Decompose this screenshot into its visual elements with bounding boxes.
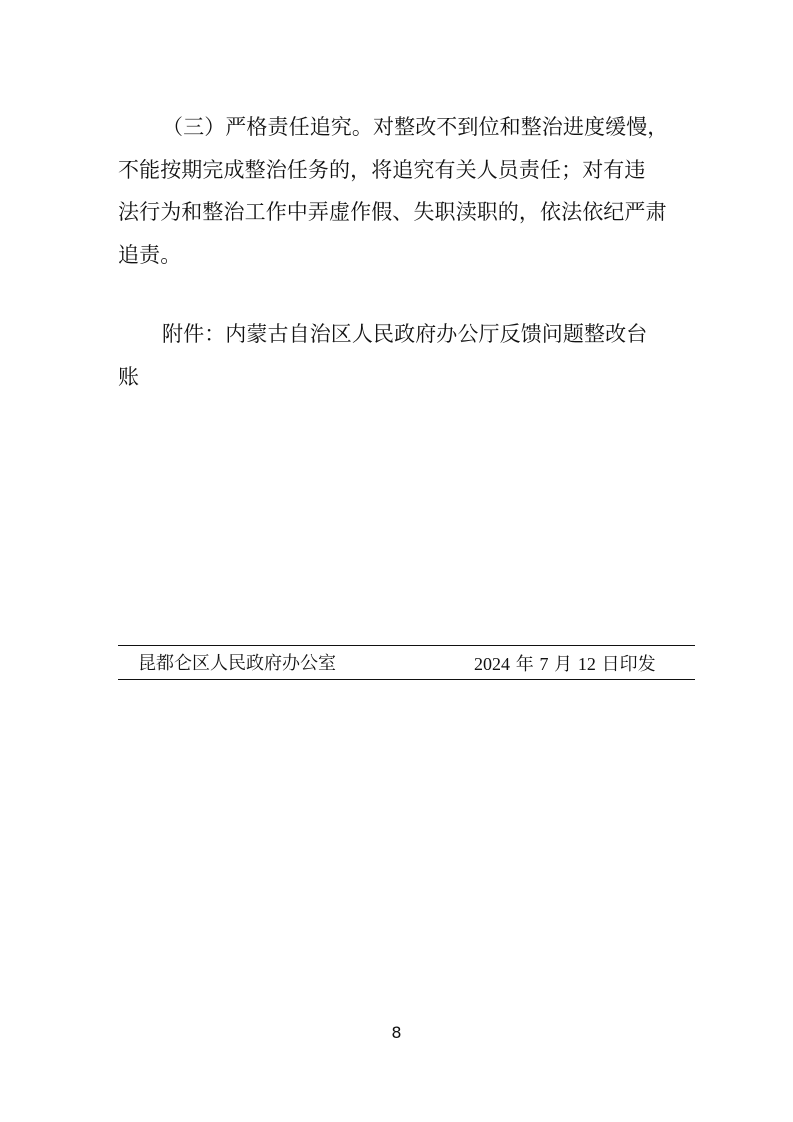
date-month: 7 <box>539 654 549 674</box>
date-day-unit: 日印发 <box>595 654 656 675</box>
date-day: 12 <box>577 654 596 674</box>
section-three-paragraph <box>118 106 678 276</box>
attachment-line: 账 <box>118 364 140 389</box>
paragraph-line: （三）严格责任追究。对整改不到位和整治进度缓慢， <box>162 115 669 139</box>
footer-issue-date <box>474 651 656 678</box>
footer-bottom-rule <box>118 679 695 680</box>
date-year: 2024 <box>474 654 510 674</box>
footer-issuer: 昆都仑区人民政府办公室 <box>138 653 336 674</box>
page-number: 8 <box>391 1023 402 1042</box>
date-month-unit: 月 <box>548 654 578 675</box>
attachment-line: 附件：内蒙古自治区人民政府办公厅反馈问题整改台 <box>162 322 648 346</box>
attachment-paragraph <box>118 313 678 398</box>
paragraph-line: 不能按期完成整治任务的，将追究有关人员责任；对有违 <box>118 157 646 182</box>
footer-top-rule <box>118 645 695 646</box>
date-year-unit: 年 <box>510 654 540 675</box>
paragraph-line: 追责。 <box>118 242 182 267</box>
paragraph-line: 法行为和整治工作中弄虚作假、失职渎职的，依法依纪严肃 <box>118 200 667 224</box>
